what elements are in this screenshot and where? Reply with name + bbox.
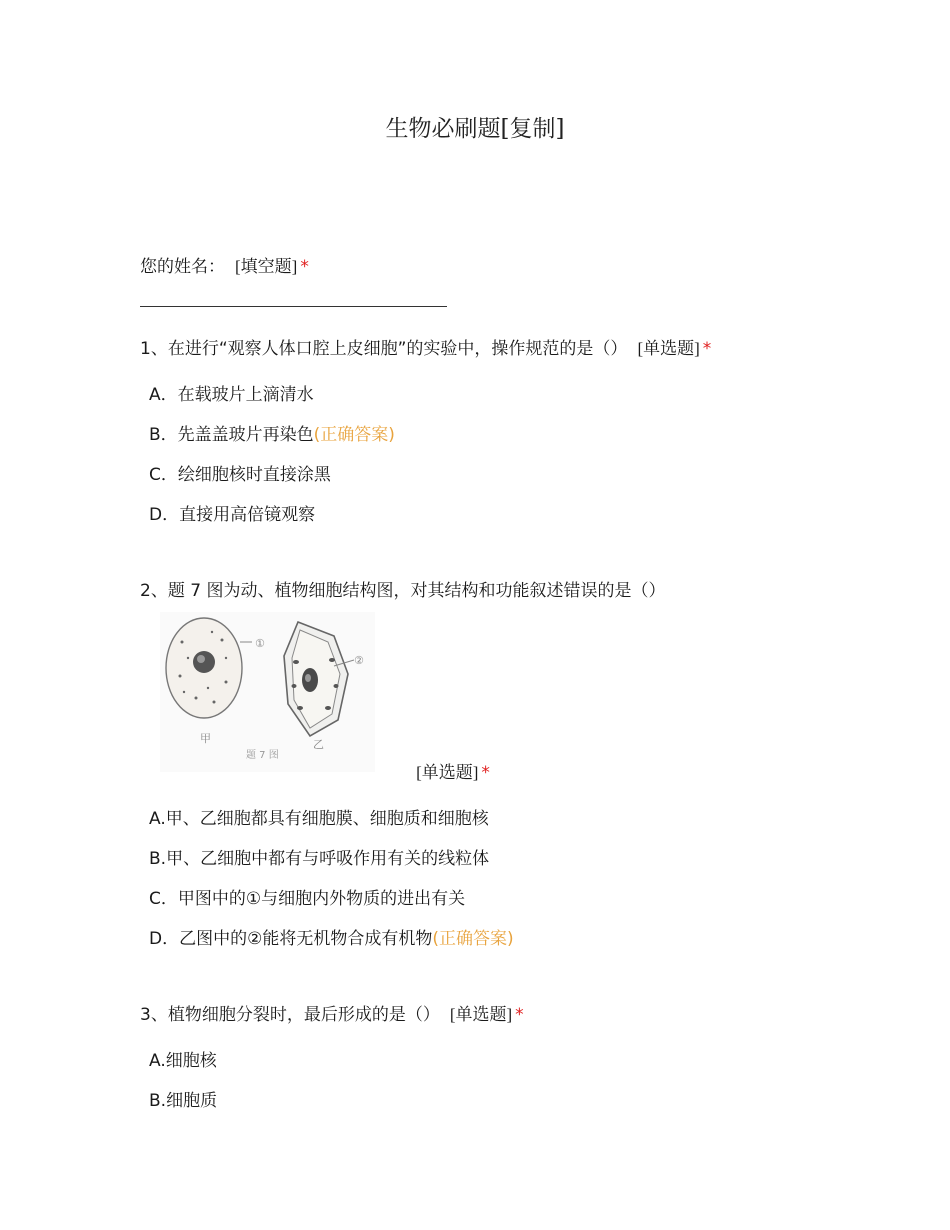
name-question [140,252,309,277]
q2-option-a[interactable] [149,804,489,829]
option-text: B.甲、乙细胞中都有与呼吸作用有关的线粒体 [149,849,490,869]
option-text: A.细胞核 [149,1051,217,1071]
question-2-text: 2、题 7 图为动、植物细胞结构图，对其结构和功能叙述错误的是（） [140,581,666,601]
q1-option-b[interactable] [149,420,395,445]
q3-option-b[interactable] [149,1086,217,1111]
question-type-tag: [填空题] [235,257,298,276]
correct-answer-note: (正确答案) [432,929,514,949]
question-2-type-line [0,758,906,783]
q3-option-a[interactable] [149,1046,217,1071]
option-text: D．直接用高倍镜观察 [149,505,316,525]
correct-answer-note: (正确答案) [313,425,395,445]
option-text: B．先盖盖玻片再染色 [149,425,314,445]
option-text: B.细胞质 [149,1091,218,1111]
figure-caption: 题 7 图 [246,750,279,761]
label-yi: 乙 [313,738,324,751]
q1-option-d[interactable] [149,500,315,525]
label-jia: 甲 [200,732,211,745]
question-1 [140,334,711,359]
question-type-tag: [单选题] [416,763,479,782]
option-text: C．甲图中的①与细胞内外物质的进出有关 [149,889,466,909]
option-text: C．绘细胞核时直接涂黑 [149,465,331,485]
question-3 [140,1000,524,1025]
question-3-text: 3、植物细胞分裂时，最后形成的是（） [140,1005,440,1025]
required-mark: * [515,1005,524,1025]
question-2 [140,576,665,601]
q1-option-a[interactable] [149,380,314,405]
required-mark: * [481,763,490,783]
cell-structure-figure [160,612,375,772]
question-1-text: 1、在进行“观察人体口腔上皮细胞”的实验中，操作规范的是（） [140,339,628,359]
q2-option-c[interactable] [149,884,465,909]
option-text: A．在载玻片上滴清水 [149,385,314,405]
q1-option-c[interactable] [149,460,331,485]
required-mark: * [300,257,309,277]
marker-2: ② [354,654,364,667]
q2-option-b[interactable] [149,844,489,869]
option-text: A.甲、乙细胞都具有细胞膜、细胞质和细胞核 [149,809,489,829]
name-answer-field[interactable] [140,306,447,307]
q2-option-d[interactable] [149,924,514,949]
name-question-label: 您的姓名： [140,257,225,277]
required-mark: * [702,339,712,359]
option-text: D．乙图中的②能将无机物合成有机物 [149,929,433,949]
question-type-tag: [单选题] [637,339,700,358]
marker-1: ① [255,637,265,650]
question-type-tag: [单选题] [449,1005,513,1024]
survey-title: 生物必刷题[复制] [385,116,565,142]
